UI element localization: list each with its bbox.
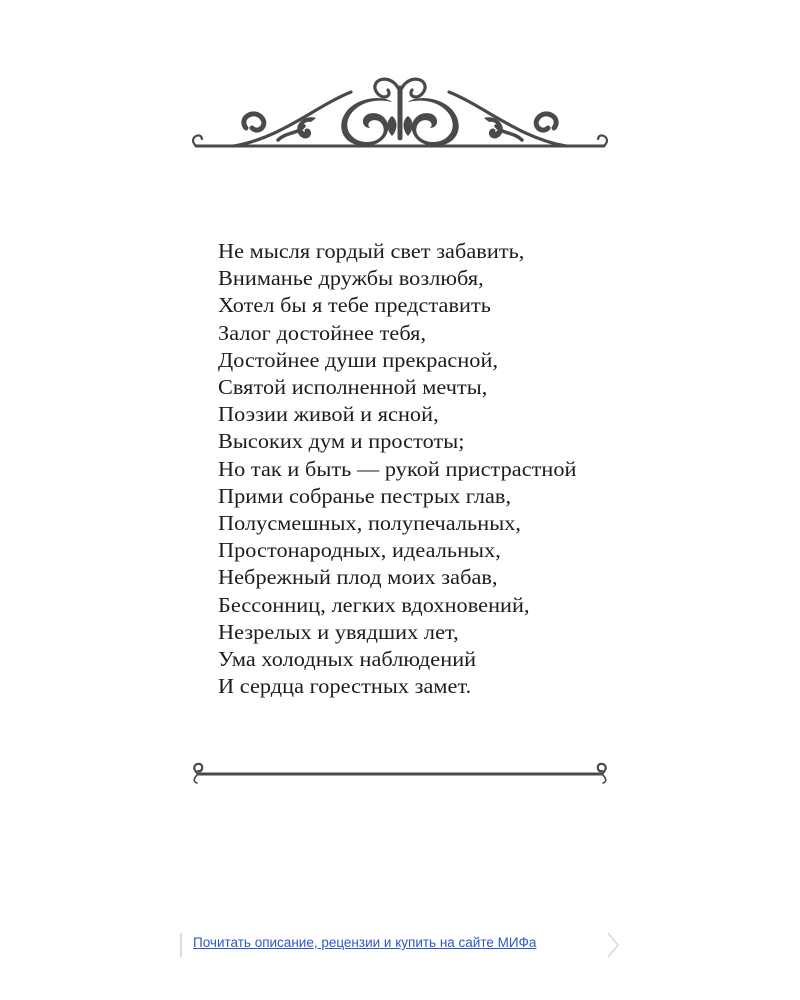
poem-line: Ума холодных наблюдений xyxy=(218,647,477,672)
poem xyxy=(218,238,577,700)
ornament-rule-icon xyxy=(186,762,614,786)
poem-line: Но так и быть — рукой пристрастной xyxy=(218,456,577,481)
poem-line: Бессонниц, легких вдохновений, xyxy=(218,592,530,617)
poem-line: Хотел бы я тебе представить xyxy=(218,293,491,318)
poem-line: Залог достойнее тебя, xyxy=(218,320,427,345)
poem-line: Полусмешных, полупечальных, xyxy=(218,511,522,536)
poem-line: Небрежный плод моих забав, xyxy=(218,565,498,590)
poem-line: Незрелых и увядших лет, xyxy=(218,619,459,644)
poem-line: Достойнее души прекрасной, xyxy=(218,347,499,372)
poem-line: Святой исполненной мечты, xyxy=(218,375,488,400)
buy-on-mif-link[interactable]: Почитать описание, рецензии и купить на сайте МИФа xyxy=(193,935,537,950)
poem-line: Прими собранье пестрых глав, xyxy=(218,483,512,508)
footer-link-container xyxy=(176,930,622,960)
ornament-flourish-icon xyxy=(186,66,614,156)
poem-line: Поэзии живой и ясной, xyxy=(218,402,439,427)
poem-line: И сердца горестных замет. xyxy=(218,674,472,699)
poem-line: Простонародных, идеальных, xyxy=(218,538,501,563)
poem-line: Не мысля гордый свет забавить, xyxy=(218,239,525,263)
poem-line: Вниманье дружбы возлюбя, xyxy=(218,266,484,291)
poem-line: Высоких дум и простоты; xyxy=(218,429,465,454)
